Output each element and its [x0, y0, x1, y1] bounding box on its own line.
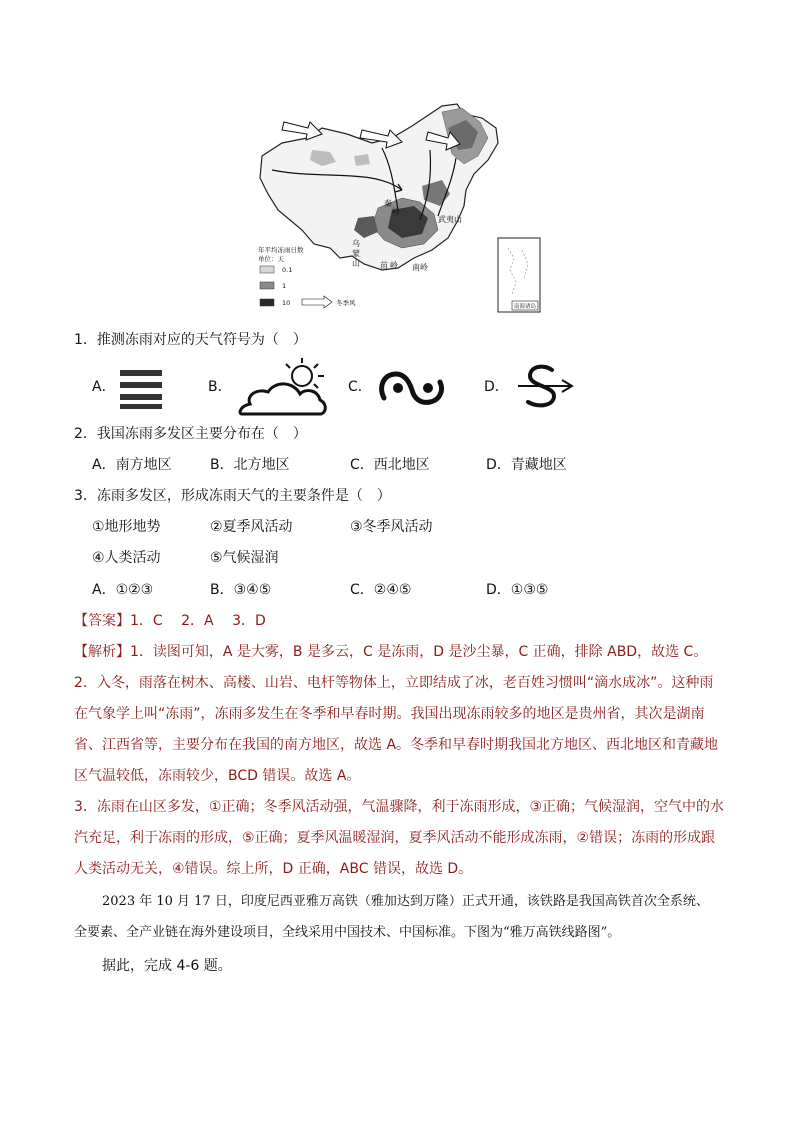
fog-icon	[120, 368, 164, 414]
svg-text:秦: 秦	[384, 199, 392, 208]
answer-text: 1．C 2．A 3．D	[130, 613, 266, 629]
q2-option-b: B．北方地区	[210, 457, 290, 473]
q1-option-a-label: A．	[92, 379, 116, 395]
analysis-line-6: 3．冻雨在山区多发，①正确；冬季风活动强，气温骤降，利于冻雨形成，③正确；气候湿润，空气中的水	[74, 799, 725, 815]
q1-option-c-label: C．	[348, 379, 372, 395]
svg-text:武夷山: 武夷山	[438, 215, 462, 224]
svg-text:乌: 乌	[352, 239, 360, 248]
analysis-line-1: 【解析】1．读图可知，A 是大雾，B 是多云，C 是冻雨，D 是沙尘暴，C 正确，排除 ABD，故选 C。	[74, 644, 708, 660]
svg-text:苗: 苗	[380, 261, 388, 270]
sandstorm-icon	[516, 362, 576, 416]
passage-line-2: 全要素、全产业链在海外建设项目，全线采用中国技术、中国标准。下图为“雅万高铁线路图”。	[74, 925, 621, 940]
q2-option-a: A．南方地区	[92, 457, 172, 473]
analysis-line-8: 人类活动无关，④错误。综上所，D 正确，ABC 错误，故选 D。	[74, 861, 473, 877]
q3-condition-4: ④人类活动	[92, 550, 161, 566]
analysis-line-7: 汽充足，利于冻雨的形成，⑤正确；夏季风温暖湿润，夏季风活动不能形成冻雨，②错误；冻雨的形成跟	[74, 830, 716, 846]
q3-option-c: C．②④⑤	[350, 582, 412, 598]
analysis-line-5: 区气温较低，冻雨较少，BCD 错误。故选 A。	[74, 768, 361, 784]
answer-tag: 【答案】	[74, 613, 130, 629]
q3-option-a: A．①②③	[92, 582, 154, 598]
passage-instruction: 据此，完成 4-6 题。	[102, 958, 232, 974]
china-freezing-rain-map	[252, 98, 542, 313]
svg-text:年平均冻雨日数: 年平均冻雨日数	[258, 246, 304, 254]
analysis-line-3: 在气象学上叫“冻雨”，冻雨多发生在冬季和早春时期。我国出现冻雨较多的地区是贵州省，其次是湖南	[74, 706, 705, 722]
svg-text:岭: 岭	[390, 261, 398, 270]
analysis-line-2: 2．入冬，雨落在树木、高楼、山岩、电杆等物体上，立即结成了冰，老百姓习惯叫“滴水成冰”。这种雨	[74, 675, 714, 691]
svg-text:1: 1	[282, 282, 287, 290]
question-1-options	[92, 368, 652, 418]
q1-option-b-label: B．	[208, 379, 232, 395]
q3-option-d: D．①③⑤	[486, 582, 549, 598]
question-3-stem: 3．冻雨多发区，形成冻雨天气的主要条件是（ ）	[74, 488, 391, 504]
svg-text:单位：天: 单位：天	[258, 255, 284, 263]
q3-condition-1: ①地形地势	[92, 519, 161, 535]
q1-option-d-label: D．	[484, 379, 509, 395]
partly-cloudy-icon	[238, 354, 330, 422]
svg-text:0.1: 0.1	[282, 266, 293, 274]
svg-text:南海诸岛: 南海诸岛	[514, 304, 537, 310]
q3-condition-2: ②夏季风活动	[210, 519, 293, 535]
passage-line-1: 2023 年 10 月 17 日，印度尼西亚雅万高铁（雅加达到万隆）正式开通，该铁路是我国高铁首次全系统、	[102, 894, 709, 909]
q2-option-d: D．青藏地区	[486, 457, 567, 473]
q3-condition-3: ③冬季风活动	[350, 519, 433, 535]
analysis-line-4: 省、江西省等，主要分布在我国的南方地区，故选 A。冬季和早春时期我国北方地区、西北地区和青藏地	[74, 737, 719, 753]
svg-text:岭: 岭	[392, 207, 400, 216]
answer-line	[74, 611, 266, 631]
svg-text:山: 山	[352, 259, 360, 268]
freezing-rain-icon	[378, 368, 448, 412]
svg-text:冬季风: 冬季风	[336, 299, 356, 307]
svg-text:10: 10	[282, 299, 291, 307]
south-china-sea-inset	[498, 238, 540, 312]
question-2-stem: 2．我国冻雨多发区主要分布在（ ）	[74, 426, 307, 442]
q2-option-c: C．西北地区	[350, 457, 430, 473]
q3-option-b: B．③④⑤	[210, 582, 272, 598]
svg-text:蒙: 蒙	[352, 249, 360, 258]
map-graphic	[252, 98, 542, 313]
svg-text:南岭: 南岭	[412, 263, 428, 272]
q3-condition-5: ⑤气候湿润	[210, 550, 279, 566]
question-1-stem: 1．推测冻雨对应的天气符号为（ ）	[74, 332, 307, 348]
analysis-tag: 【解析】	[74, 644, 130, 660]
